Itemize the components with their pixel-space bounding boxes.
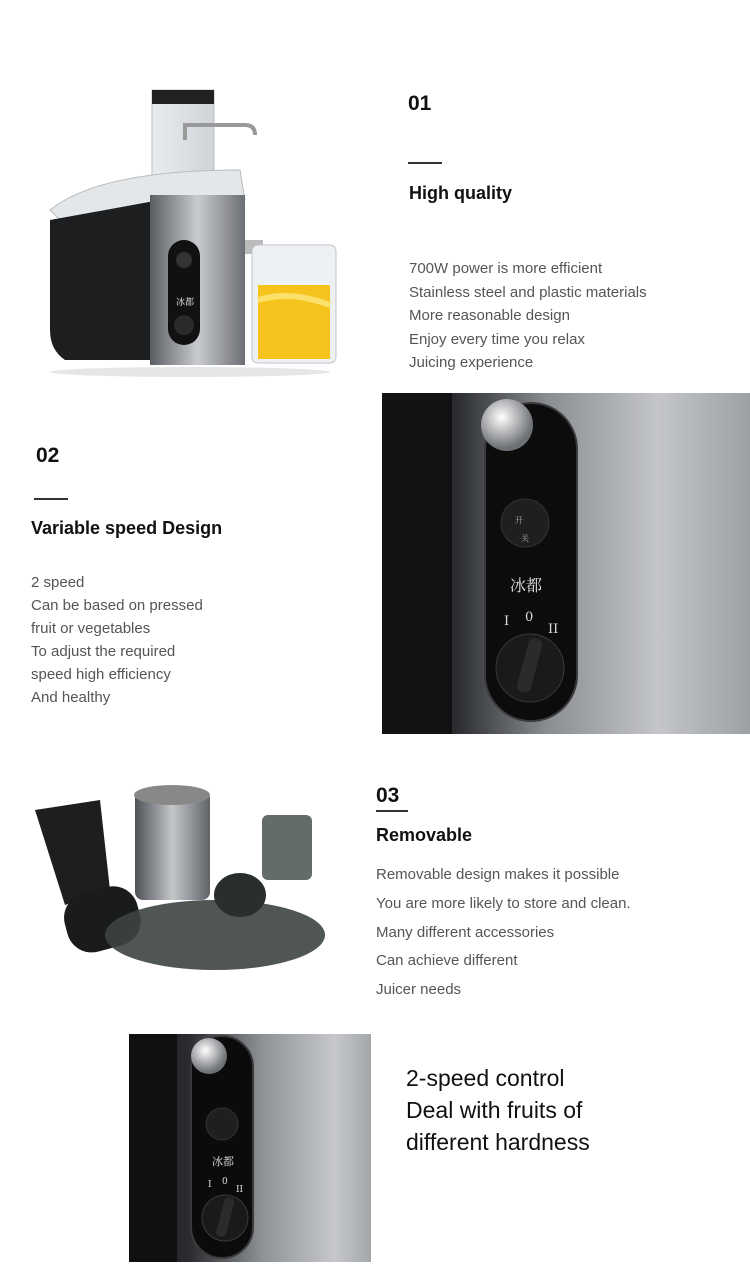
section-title: Variable speed Design [31, 518, 223, 538]
section-number: 02 [36, 444, 60, 467]
description-line: And healthy [31, 689, 111, 706]
section-description [409, 257, 647, 375]
description-line: Many different accessories [376, 923, 555, 941]
svg-text:关: 关 [521, 534, 529, 543]
feature-line: 2-speed control [406, 1065, 565, 1091]
brand-mark: 冰都 [212, 1155, 234, 1168]
divider [376, 810, 408, 812]
description-line: Enjoy every time you relax [409, 330, 585, 348]
section-number: 01 [408, 92, 432, 115]
description-line: 700W power is more efficient [409, 260, 603, 277]
disassembled-parts-image [30, 780, 330, 980]
feature-line: different hardness [406, 1129, 590, 1155]
description-line: Can achieve different [376, 952, 518, 970]
control-panel-closeup-image [382, 393, 750, 734]
description-line: More reasonable design [409, 307, 570, 324]
svg-text:开: 开 [515, 516, 523, 525]
feature-text [406, 1062, 590, 1158]
dial-mark: II [548, 622, 559, 637]
brand-mark: 冰都 [176, 298, 195, 308]
section-description [31, 571, 203, 709]
description-line: Can be based on pressed [31, 597, 203, 614]
brand-mark: 冰都 [510, 576, 543, 595]
section-title: High quality [409, 183, 512, 203]
dial-mark: 0 [525, 610, 534, 625]
description-line: Juicing experience [409, 354, 534, 371]
juicer-product-image [40, 80, 350, 380]
section-number: 03 [376, 784, 400, 807]
dial-mark: I [504, 614, 510, 629]
section-description [376, 861, 631, 1005]
speed-control-closeup-image [129, 1034, 371, 1262]
description-line: fruit or vegetables [31, 620, 151, 637]
description-line: Removable design makes it possible [376, 866, 620, 883]
divider [408, 162, 442, 164]
description-line: Stainless steel and plastic materials [409, 283, 647, 301]
description-line: Juicer needs [376, 981, 462, 999]
dial-mark: II [236, 1185, 244, 1195]
description-line: You are more likely to store and clean. [376, 894, 631, 912]
divider [34, 498, 68, 500]
description-line: To adjust the required [31, 643, 176, 660]
description-line: 2 speed [31, 574, 85, 591]
dial-mark: I [208, 1180, 212, 1190]
dial-mark: 0 [222, 1177, 228, 1187]
description-line: speed high efficiency [31, 666, 171, 683]
feature-line: Deal with fruits of [406, 1097, 583, 1123]
section-title: Removable [376, 825, 473, 845]
